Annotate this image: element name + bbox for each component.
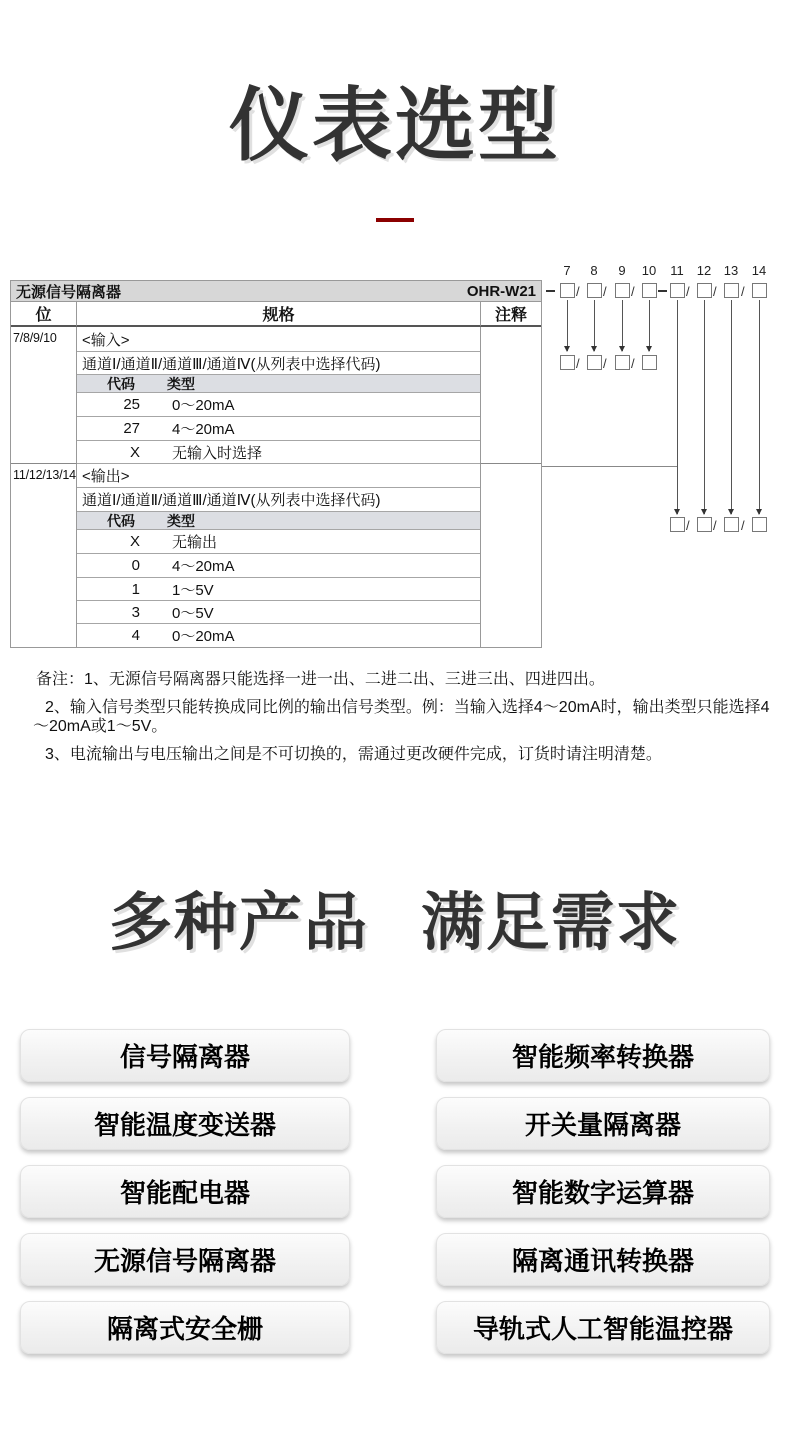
code-value: 4	[131, 627, 140, 644]
position-label-11: 11	[670, 263, 684, 278]
column-header-note: 注释	[480, 302, 541, 327]
table-row	[77, 530, 480, 554]
code-value: 3	[131, 603, 140, 621]
dash-separator	[658, 290, 667, 292]
code-box-11	[670, 283, 685, 298]
slash-separator: /	[631, 356, 635, 371]
code-box-13	[724, 283, 739, 298]
arrowhead-icon	[619, 346, 625, 352]
product-button-passive-signal-isolator[interactable]: 无源信号隔离器	[20, 1233, 350, 1286]
table-row	[77, 554, 480, 578]
slash-separator: /	[603, 356, 607, 371]
position-label-10: 10	[641, 263, 657, 278]
arrowhead-icon	[564, 346, 570, 352]
position-label-14: 14	[751, 263, 767, 278]
column-header-bit: 位	[11, 302, 77, 327]
arrowhead-icon	[674, 509, 680, 515]
selection-table	[10, 280, 542, 648]
type-value: 1～5V	[172, 581, 214, 599]
arrowhead-icon	[728, 509, 734, 515]
type-value: 4～20mA	[172, 421, 235, 438]
code-value: 0	[131, 557, 140, 574]
code-box-7	[560, 283, 575, 298]
arrow-output-14	[759, 300, 760, 514]
position-label-8: 8	[590, 263, 598, 278]
arrowhead-icon	[701, 509, 707, 515]
input-code-box-3	[615, 355, 630, 370]
note-cell-output	[480, 464, 541, 647]
table-row	[77, 441, 480, 464]
table-product-header	[11, 281, 541, 302]
table-row	[77, 601, 480, 624]
slash-separator: /	[686, 518, 690, 533]
arrow-output-12	[704, 300, 705, 514]
code-header: 代码	[107, 375, 135, 392]
type-value: 4～20mA	[172, 558, 235, 575]
code-box-9	[615, 283, 630, 298]
position-label-12: 12	[696, 263, 712, 278]
arrowhead-icon	[646, 346, 652, 352]
position-label-9: 9	[618, 263, 626, 278]
remarks-section	[0, 670, 770, 764]
code-header: 代码	[107, 512, 135, 529]
type-header: 类型	[167, 375, 195, 392]
slash-separator: /	[741, 518, 745, 533]
input-code-box-2	[587, 355, 602, 370]
slash-separator: /	[686, 284, 690, 299]
output-code-box-3	[724, 517, 739, 532]
red-divider	[376, 218, 414, 222]
code-value: 27	[123, 420, 140, 437]
column-header-spec: 规格	[77, 302, 480, 327]
code-box-10	[642, 283, 657, 298]
arrow-output-13	[731, 300, 732, 514]
arrow-input-10	[649, 300, 650, 351]
table-row	[77, 624, 480, 647]
arrow-input-7	[567, 300, 568, 351]
position-label-13: 13	[723, 263, 739, 278]
type-value: 0～5V	[172, 604, 214, 622]
code-box-14	[752, 283, 767, 298]
remark-3: 3、电流输出与电压输出之间是不可切换的，需通过更改硬件完成，订货时请注明清楚。	[45, 746, 662, 763]
input-code-type-header	[77, 375, 480, 393]
product-button-safety-barrier[interactable]: 隔离式安全栅	[20, 1301, 350, 1354]
products-title-part2: 满足需求	[421, 888, 681, 958]
arrow-input-9	[622, 300, 623, 351]
slash-separator: /	[576, 284, 580, 299]
type-value: 0～20mA	[172, 628, 235, 645]
code-value: 25	[123, 396, 140, 413]
slash-separator: /	[713, 284, 717, 299]
product-button-switch-isolator[interactable]: 开关量隔离器	[436, 1097, 770, 1150]
slash-separator: /	[631, 284, 635, 299]
product-button-rail-temp-controller[interactable]: 导轨式人工智能温控器	[436, 1301, 770, 1354]
product-button-comm-converter[interactable]: 隔离通讯转换器	[436, 1233, 770, 1286]
product-button-frequency-converter[interactable]: 智能频率转换器	[436, 1029, 770, 1082]
bit-range-input: 7/8/9/10	[11, 327, 77, 464]
dash-separator	[546, 290, 555, 292]
output-code-box-1	[670, 517, 685, 532]
input-code-box-1	[560, 355, 575, 370]
code-box-8	[587, 283, 602, 298]
products-title-part1: 多种产品	[109, 888, 369, 958]
position-label-7: 7	[563, 263, 571, 278]
product-button-grid	[0, 1029, 790, 1354]
input-code-box-4	[642, 355, 657, 370]
page-title: 仪表选型	[229, 81, 561, 170]
type-value: 0～20mA	[172, 397, 235, 414]
slash-separator: /	[713, 518, 717, 533]
arrow-input-8	[594, 300, 595, 351]
product-button-temp-transmitter[interactable]: 智能温度变送器	[20, 1097, 350, 1150]
arrowhead-icon	[756, 509, 762, 515]
arrow-output-11	[677, 300, 678, 514]
output-section-connector-line	[542, 466, 677, 467]
note-cell-input	[480, 327, 541, 464]
table-row	[77, 417, 480, 441]
product-button-signal-isolator[interactable]: 信号隔离器	[20, 1029, 350, 1082]
slash-separator: /	[576, 356, 580, 371]
bit-range-output: 11/12/13/14	[11, 464, 77, 647]
remark-2: 2、输入信号类型只能转换成同比例的输出信号类型。例：当输入选择4～20mA时，输出类型只能选择4～20mA或1～5V。	[33, 699, 770, 735]
table-row	[77, 393, 480, 417]
table-row	[77, 578, 480, 601]
slash-separator: /	[603, 284, 607, 299]
output-section-label: <输出>	[77, 464, 480, 488]
slash-separator: /	[741, 284, 745, 299]
type-header: 类型	[167, 512, 195, 529]
code-value: 1	[131, 580, 140, 598]
output-channels: 通道Ⅰ/通道Ⅱ/通道Ⅲ/通道Ⅳ(从列表中选择代码)	[77, 488, 480, 512]
products-title	[0, 888, 790, 958]
code-value: X	[129, 533, 140, 550]
type-value: 无输出	[172, 534, 218, 551]
input-channels: 通道Ⅰ/通道Ⅱ/通道Ⅲ/通道Ⅳ(从列表中选择代码)	[77, 352, 480, 375]
remark-1: 备注：1、无源信号隔离器只能选择一进一出、二进二出、三进三出、四进四出。	[36, 671, 605, 688]
model-selection-section	[0, 256, 790, 656]
model-code: OHR-W21	[466, 282, 536, 300]
input-section-label: <输入>	[77, 327, 480, 352]
arrowhead-icon	[591, 346, 597, 352]
product-button-distributor[interactable]: 智能配电器	[20, 1165, 350, 1218]
output-code-type-header	[77, 512, 480, 530]
type-value: 无输入时选择	[172, 444, 263, 462]
product-name: 无源信号隔离器	[16, 283, 122, 301]
output-code-box-2	[697, 517, 712, 532]
product-button-digital-calculator[interactable]: 智能数字运算器	[436, 1165, 770, 1218]
code-value: X	[129, 443, 140, 461]
code-box-12	[697, 283, 712, 298]
output-code-box-4	[752, 517, 767, 532]
